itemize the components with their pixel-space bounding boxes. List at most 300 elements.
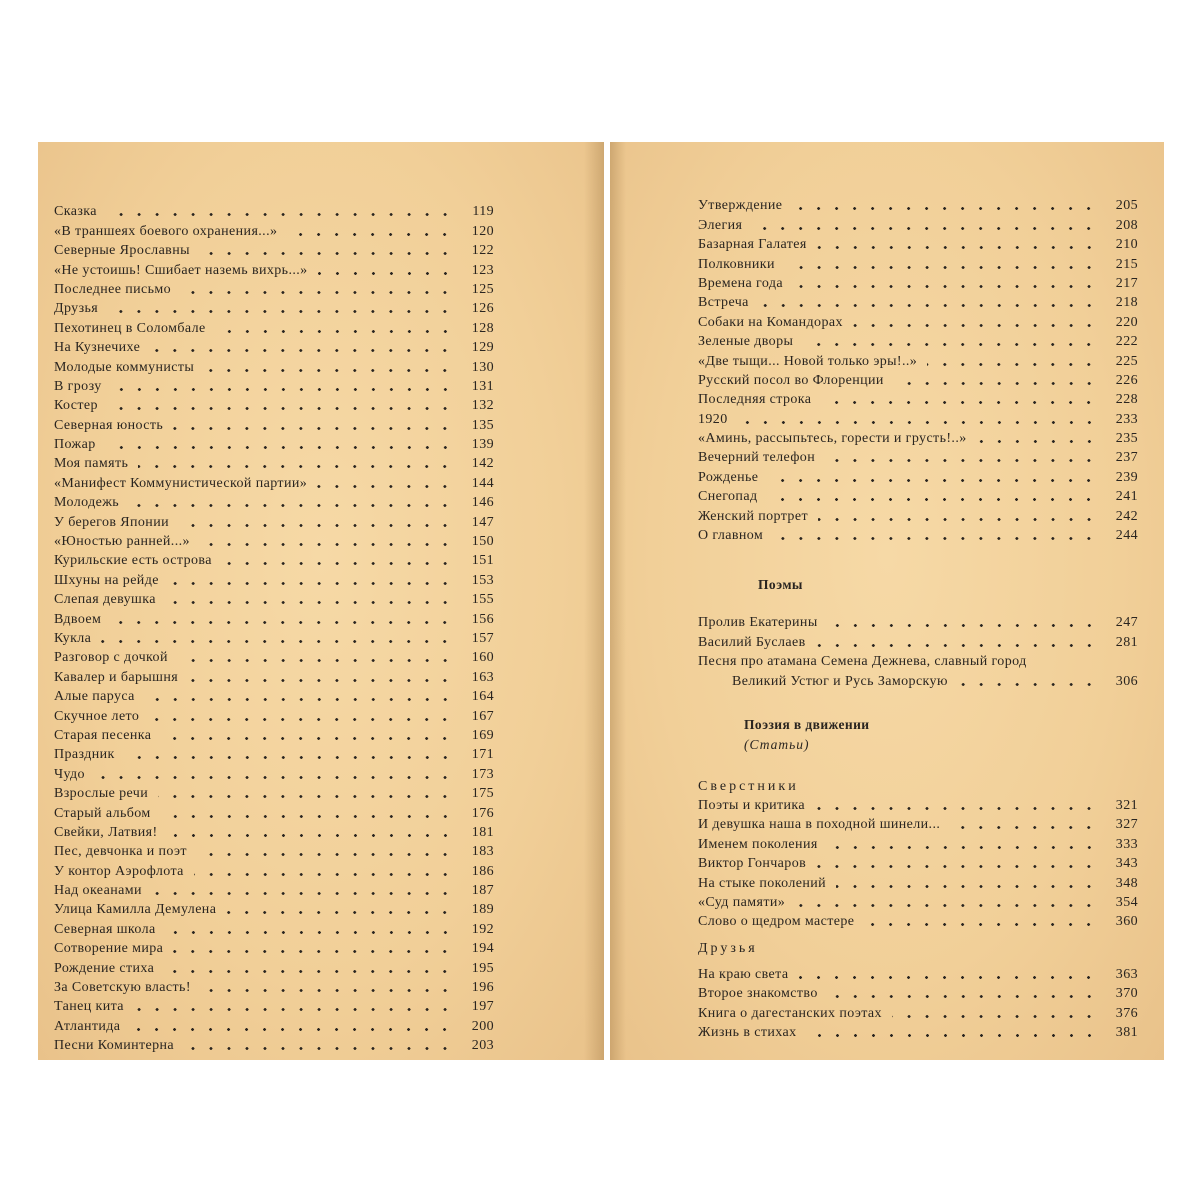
toc-entry-title: Последнее письмо (54, 281, 172, 297)
toc-entry-page: 129 (471, 340, 494, 356)
toc-entry-page: 120 (471, 223, 494, 239)
toc-entry-title: Кавалер и барышня (54, 669, 179, 685)
toc-entry (698, 448, 1138, 467)
toc-entry-page: 321 (1115, 797, 1138, 813)
toc-entry (54, 861, 494, 880)
dot-leader (161, 737, 454, 740)
toc-entry-page: 176 (471, 805, 494, 821)
toc-entry-page: 363 (1115, 966, 1138, 982)
dot-leader (803, 343, 1098, 346)
toc-entry-title: Атлантида (54, 1018, 121, 1034)
toc-entry-title: Базарная Галатея (698, 237, 807, 253)
dot-leader (138, 465, 454, 468)
toc-entry-page: 333 (1115, 836, 1138, 852)
toc-entry (698, 467, 1138, 486)
toc-entry-title: Моя память (54, 456, 129, 472)
toc-entry-title: Старый альбом (54, 805, 151, 821)
dot-leader (158, 795, 454, 798)
toc-entry-title: Поэты и критика (698, 797, 806, 813)
toc-entry-page: 175 (471, 786, 494, 802)
dot-leader (145, 698, 454, 701)
toc-entry (698, 332, 1138, 351)
dot-leader (958, 683, 1098, 686)
toc-entry-title: Улица Камилла Демулена (54, 902, 217, 918)
toc-entry (698, 632, 1138, 651)
toc-entry (698, 390, 1138, 409)
toc-entry-page: 381 (1115, 1024, 1138, 1040)
toc-entry-long-first-line (698, 652, 1138, 671)
toc-entry-title: Слепая девушка (54, 592, 156, 608)
toc-entry-page: 370 (1115, 986, 1138, 1002)
toc-entry-page: 360 (1115, 914, 1138, 930)
toc-entry (54, 532, 494, 551)
dot-leader (129, 504, 454, 507)
dot-leader (108, 407, 454, 410)
toc-entry-page: 126 (471, 301, 494, 317)
toc-entry-page: 150 (471, 534, 494, 550)
dot-leader (173, 427, 454, 430)
toc-entry-page: 215 (1115, 256, 1138, 272)
toc-entry (698, 215, 1138, 234)
toc-entry-title: Свейки, Латвия! (54, 824, 158, 840)
toc-entry-page: 119 (472, 204, 494, 220)
toc-entry (54, 706, 494, 725)
toc-entry-page: 196 (471, 980, 494, 996)
toc-entry (54, 900, 494, 919)
left-toc (54, 202, 494, 1055)
toc-entry-page: 122 (471, 243, 494, 259)
toc-entry (54, 493, 494, 512)
toc-entry-title: Шхуны на рейде (54, 572, 159, 588)
toc-entry-title: Пес, девчонка и поэт (54, 844, 187, 860)
toc-entry (698, 1003, 1138, 1022)
toc-entry (698, 409, 1138, 428)
toc-entry-title: Жизнь в стихах (698, 1024, 797, 1040)
toc-entry-title: У берегов Японии (54, 514, 169, 530)
toc-entry-title: Встреча (698, 295, 749, 311)
toc-entry-title: Молодежь (54, 495, 120, 511)
toc-entry-page: 226 (1115, 372, 1138, 388)
toc-entry-page: 139 (471, 437, 494, 453)
toc-entry (698, 371, 1138, 390)
toc-entry-title: Сотворение мира (54, 941, 164, 957)
toc-entry-page: 281 (1115, 634, 1138, 650)
toc-entry-page: 205 (1115, 198, 1138, 214)
toc-entry-page: 186 (471, 863, 494, 879)
toc-entry-title: «Юностью ранней...» (54, 534, 190, 550)
dot-leader (317, 485, 454, 488)
dot-leader (125, 756, 454, 759)
toc-entry-title: У контор Аэрофлота (54, 863, 184, 879)
toc-entry (54, 415, 494, 434)
toc-entry-page: 157 (471, 630, 494, 646)
toc-entry-title: Зеленые дворы (698, 334, 794, 350)
dot-leader (785, 266, 1098, 269)
toc-entry (698, 312, 1138, 331)
toc-entry (54, 629, 494, 648)
toc-entry-page: 195 (471, 960, 494, 976)
toc-entry-page: 222 (1115, 334, 1138, 350)
dot-leader (106, 446, 454, 449)
toc-entry-page: 247 (1115, 615, 1138, 631)
toc-entry-title: «Не устоишь! Сшибает наземь вихрь...» (54, 262, 308, 278)
dot-leader (793, 285, 1098, 288)
toc-entry-page: 343 (1115, 856, 1138, 872)
toc-entry-page: 181 (471, 824, 494, 840)
toc-entry (698, 293, 1138, 312)
toc-entry (54, 454, 494, 473)
dot-leader (828, 624, 1098, 627)
toc-entry-title: Полковники (698, 256, 775, 272)
toc-entry-page: 131 (471, 378, 494, 394)
toc-entry-long-second-line (698, 671, 1138, 690)
toc-entry (54, 1036, 494, 1055)
toc-entry-page: 146 (471, 495, 494, 511)
dot-leader (892, 1015, 1098, 1018)
dot-leader (216, 330, 454, 333)
toc-entry-title: Северная юность (54, 417, 164, 433)
toc-entry (698, 274, 1138, 293)
toc-entry-page: 210 (1115, 237, 1138, 253)
toc-entry (54, 648, 494, 667)
toc-entry-title: Над океанами (54, 883, 142, 899)
toc-entry-title: Именем поколения (698, 836, 818, 852)
dot-leader (853, 324, 1098, 327)
toc-entry-page: 128 (471, 320, 494, 336)
dot-leader (759, 304, 1098, 307)
toc-entry-title: На стыке поколений (698, 875, 827, 891)
toc-entry-title: На краю света (698, 966, 789, 982)
poems-heading: Поэмы (758, 577, 803, 593)
dot-leader (792, 207, 1098, 210)
toc-entry-title: Сказка (54, 204, 97, 220)
toc-entry (54, 260, 494, 279)
dot-leader (152, 892, 454, 895)
toc-entry-page: 203 (471, 1038, 494, 1054)
dot-leader (166, 931, 454, 934)
toc-entry-title: И девушка наша в походной шинели... (698, 817, 941, 833)
toc-entry-page: 197 (471, 999, 494, 1015)
dot-leader (818, 518, 1098, 521)
toc-entry-title: Северная школа (54, 921, 156, 937)
toc-entry-page: 225 (1115, 353, 1138, 369)
dot-leader (173, 950, 454, 953)
toc-entry (54, 764, 494, 783)
toc-entry (698, 912, 1138, 931)
toc-entry (54, 784, 494, 803)
toc-entry (54, 609, 494, 628)
dot-leader (204, 369, 454, 372)
toc-entry-title: «Манифест Коммунистической партии» (54, 475, 308, 491)
toc-entry (54, 338, 494, 357)
toc-entry-title: На Кузнечихе (54, 340, 141, 356)
group-heading-peers: Сверстники (698, 778, 799, 794)
toc-entry (54, 299, 494, 318)
dot-leader (200, 543, 454, 546)
toc-entry-title: В грозу (54, 378, 102, 394)
book-seam (604, 142, 610, 1060)
toc-entry (698, 196, 1138, 215)
toc-entry-page: 228 (1115, 392, 1138, 408)
toc-entry (698, 796, 1138, 815)
toc-entry (698, 964, 1138, 983)
toc-entry-page: 171 (471, 747, 494, 763)
toc-entry-title: Утверждение (698, 198, 783, 214)
toc-entry-title: Пожар (54, 437, 96, 453)
toc-entry-title: Русский посол во Флоренции (698, 372, 884, 388)
dot-leader (816, 644, 1098, 647)
toc-entry (698, 834, 1138, 853)
toc-entry-page: 163 (471, 669, 494, 685)
toc-entry-page: 217 (1115, 275, 1138, 291)
dot-leader (773, 537, 1098, 540)
toc-entry (698, 487, 1138, 506)
dot-leader (164, 970, 454, 973)
toc-entry-title: О главном (698, 528, 764, 544)
toc-entry-title: Второе знакомство (698, 986, 818, 1002)
dot-leader (197, 853, 454, 856)
dot-leader (767, 498, 1098, 501)
gutter-shadow-left (584, 142, 604, 1060)
toc-entry-title: Виктор Гончаров (698, 856, 807, 872)
toc-entry-page: 183 (471, 844, 494, 860)
toc-entry-title: Костер (54, 398, 98, 414)
dot-leader (222, 562, 454, 565)
toc-entry-title: Вечерний телефон (698, 450, 816, 466)
toc-entry-page: 220 (1115, 314, 1138, 330)
toc-entry-title: Пехотинец в Соломбале (54, 320, 206, 336)
essays-subheading: (Статьи) (744, 736, 810, 752)
toc-entry (54, 202, 494, 221)
toc-entry-page: 123 (471, 262, 494, 278)
toc-entry-title: Взрослые речи (54, 786, 149, 802)
toc-entry-title: Рождение стиха (54, 960, 155, 976)
toc-entry-title: Снегопад (698, 489, 758, 505)
toc-entry (54, 803, 494, 822)
toc-entry (698, 984, 1138, 1003)
toc-entry-page: 167 (471, 708, 494, 724)
toc-entry-page: 348 (1115, 875, 1138, 891)
toc-entry-page: 354 (1115, 894, 1138, 910)
toc-entry-title: Курильские есть острова (54, 553, 212, 569)
toc-entry (54, 842, 494, 861)
dot-leader (150, 349, 454, 352)
toc-entry (698, 254, 1138, 273)
toc-entry-page: 142 (471, 456, 494, 472)
toc-entry-title: Последняя строка (698, 392, 812, 408)
toc-entry-page: 164 (471, 689, 494, 705)
dot-leader (894, 382, 1098, 385)
group-heading-friends: Друзья (698, 941, 758, 957)
dot-leader (184, 1047, 454, 1050)
toc-entry-title: Времена года (698, 275, 783, 291)
toc-entry (54, 958, 494, 977)
dot-leader (200, 252, 454, 255)
toc-entry-title: Молодые коммунисты (54, 359, 195, 375)
toc-entry (54, 1016, 494, 1035)
dot-leader (287, 233, 454, 236)
toc-entry-title: За Советскую власть! (54, 980, 191, 996)
toc-entry-title: Слово о щедром мастере (698, 914, 855, 930)
dot-leader (807, 1034, 1098, 1037)
dot-leader (836, 885, 1098, 888)
toc-entry-page: 237 (1115, 450, 1138, 466)
toc-entry-page: 244 (1115, 528, 1138, 544)
toc-entry (54, 590, 494, 609)
dot-leader (821, 401, 1098, 404)
dot-leader (179, 524, 454, 527)
dot-leader (111, 621, 454, 624)
group2-entries (698, 964, 1138, 1042)
toc-entry (54, 881, 494, 900)
toc-entry-title: Песни Коминтерна (54, 1038, 175, 1054)
toc-entry-title: Василий Буслаев (698, 634, 806, 650)
toc-entry (54, 570, 494, 589)
dot-leader (752, 227, 1098, 230)
toc-entry-title: Старая песенка (54, 727, 152, 743)
dot-leader (101, 640, 454, 643)
toc-entry-page: 192 (471, 921, 494, 937)
toc-entry (54, 280, 494, 299)
toc-entry-title: Вдвоем (54, 611, 102, 627)
toc-entry-page: 187 (471, 883, 494, 899)
dot-leader (977, 440, 1098, 443)
toc-entry-page: 200 (471, 1018, 494, 1034)
dot-leader (825, 459, 1098, 462)
toc-entry (54, 687, 494, 706)
toc-entry (54, 726, 494, 745)
dot-leader (161, 815, 454, 818)
toc-entry (698, 526, 1138, 545)
toc-entry-page: 160 (471, 650, 494, 666)
toc-entry (54, 221, 494, 240)
toc-entry-page: 218 (1115, 295, 1138, 311)
toc-entry-title: Книга о дагестанских поэтах (698, 1005, 882, 1021)
dot-leader (816, 865, 1098, 868)
dot-leader (168, 834, 454, 837)
toc-entry-page: 132 (471, 398, 494, 414)
book-spread (38, 142, 1164, 1060)
dot-leader (817, 246, 1098, 249)
toc-entry-title: Скучное лето (54, 708, 140, 724)
toc-entry-page: 233 (1115, 411, 1138, 427)
toc-entry-page: 135 (471, 417, 494, 433)
toc-entry-title: Друзья (54, 301, 99, 317)
toc-entry-page: 130 (471, 359, 494, 375)
dot-leader (795, 904, 1098, 907)
toc-entry (698, 235, 1138, 254)
toc-entry-title: Женский портрет (698, 508, 808, 524)
toc-entry (698, 854, 1138, 873)
dot-leader (864, 923, 1098, 926)
toc-entry-page: 235 (1115, 431, 1138, 447)
dot-leader (188, 679, 454, 682)
toc-entry-page: 376 (1115, 1005, 1138, 1021)
gutter-shadow-right (610, 142, 626, 1060)
dot-leader (134, 1008, 454, 1011)
toc-entry-page: 156 (471, 611, 494, 627)
toc-entry-title: Праздник (54, 747, 115, 763)
toc-entry-title: Рожденье (698, 469, 759, 485)
toc-entry (698, 351, 1138, 370)
dot-leader (181, 291, 454, 294)
toc-entry (54, 512, 494, 531)
poems-entries (698, 613, 1138, 652)
dot-leader (828, 995, 1098, 998)
toc-entry (54, 473, 494, 492)
dot-leader (798, 976, 1098, 979)
toc-entry-title: Песня про атамана Семена Дежнева, славный город (698, 654, 1027, 670)
toc-entry-title: Танец кита (54, 999, 124, 1015)
toc-entry (54, 919, 494, 938)
toc-entry-page: 151 (471, 553, 494, 569)
toc-entry (54, 551, 494, 570)
toc-entry (54, 978, 494, 997)
toc-entry-title: «В траншеях боевого охранения...» (54, 223, 278, 239)
toc-entry-title: «Суд памяти» (698, 894, 786, 910)
dot-leader (149, 718, 454, 721)
toc-entry-page: 144 (471, 475, 494, 491)
dot-leader (201, 989, 454, 992)
toc-entry-page: 208 (1115, 217, 1138, 233)
dot-leader (194, 873, 454, 876)
toc-entry-page: 125 (471, 281, 494, 297)
toc-entry-page: 169 (471, 727, 494, 743)
toc-entry-page: 327 (1115, 817, 1138, 833)
dot-leader (169, 582, 454, 585)
essays-heading: Поэзия в движении (744, 716, 870, 732)
toc-entry-title: Северные Ярославны (54, 243, 190, 259)
toc-entry-page: 241 (1115, 489, 1138, 505)
toc-entry-title: 1920 (698, 411, 728, 427)
toc-entry (698, 893, 1138, 912)
toc-entry-title: Разговор с дочкой (54, 650, 168, 666)
toc-entry-page: 242 (1115, 508, 1138, 524)
toc-entry-page: 147 (471, 514, 494, 530)
right-toc (698, 196, 1138, 1042)
toc-entry (54, 997, 494, 1016)
toc-entry-title: Собаки на Командорах (698, 314, 843, 330)
toc-entry-title: Кукла (54, 630, 92, 646)
dot-leader (166, 601, 454, 604)
toc-entry (698, 873, 1138, 892)
toc-entry (698, 429, 1138, 448)
dot-leader (226, 911, 454, 914)
group1-entries (698, 796, 1138, 932)
toc-entry (698, 613, 1138, 632)
toc-entry-title: Элегия (698, 217, 743, 233)
toc-entry (54, 377, 494, 396)
toc-entry (54, 745, 494, 764)
toc-entry-title: Великий Устюг и Русь Заморскую (732, 673, 948, 689)
toc-entry (54, 396, 494, 415)
toc-entry-page: 239 (1115, 469, 1138, 485)
toc-entry-page: 189 (471, 902, 494, 918)
toc-entry-title: Чудо (54, 766, 85, 782)
toc-entry-page: 153 (471, 572, 494, 588)
toc-entry (54, 939, 494, 958)
toc-entry-title: «Две тыщи... Новой только эры!..» (698, 353, 918, 369)
dot-leader (738, 421, 1098, 424)
toc-entry (54, 357, 494, 376)
dot-leader (768, 479, 1098, 482)
toc-entry (698, 1023, 1138, 1042)
dot-leader (318, 272, 454, 275)
toc-entry (54, 241, 494, 260)
toc-entry (54, 823, 494, 842)
right-toc-entries (698, 196, 1138, 545)
toc-entry-page: 194 (471, 941, 494, 957)
